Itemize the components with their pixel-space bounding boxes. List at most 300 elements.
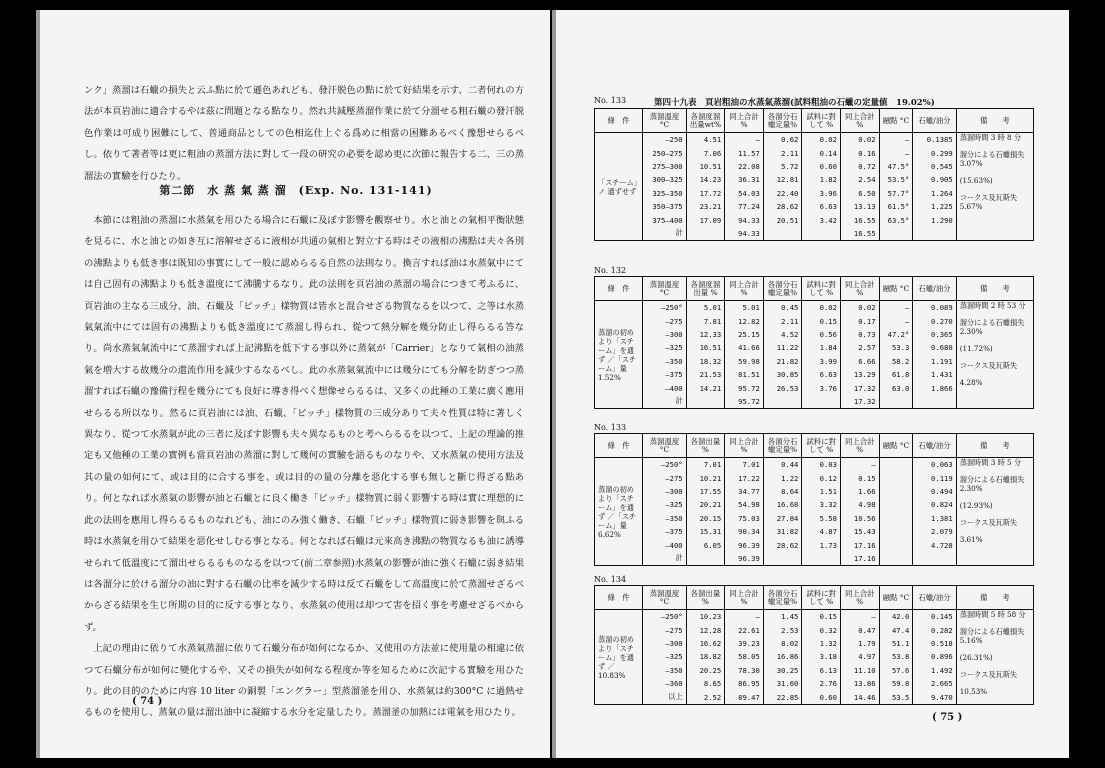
table-cell: —275 [643,314,686,327]
table-cell: 0.089 [913,301,956,315]
remark-line: 蒸溜時間 5 時 58 分 [959,610,1026,619]
table-cell: — [725,610,764,624]
table-cell: 2.11 [763,146,802,159]
data-table [594,433,1034,566]
table-cell: 6.05 [686,538,725,551]
table-cell: 36.31 [725,173,764,186]
table-cell [763,227,802,241]
table-cell: 17.09 [686,213,725,226]
table-cell: 1.191 [913,355,956,368]
table-cell: 3.99 [802,355,841,368]
table-cell: 375—400 [643,213,686,226]
column-header: 石蠟/油分 [913,586,956,610]
intro-paragraph [84,80,524,187]
data-table [594,585,1034,705]
table-cell: 22.08 [725,160,764,173]
table-cell [913,395,956,409]
remarks-cell [956,133,1033,241]
table-cell: 5.72 [763,160,802,173]
table-cell: —300 [643,328,686,341]
table-cell: 0.824 [913,498,956,511]
remark-line: 蒸溜時間 3 時 8 分 [959,133,1022,142]
table-cell: 2.665 [913,677,956,690]
table-cell: 0.494 [913,485,956,498]
column-header: 備 考 [956,109,1033,133]
table-cell: 61.8 [879,368,913,381]
table-cell: 53.3 [879,341,913,354]
table-cell: 23.21 [686,200,725,213]
table-cell: —350 [643,512,686,525]
table-cell: — [840,458,879,472]
table-cell: — [725,133,764,147]
table-no: No. 134 [594,575,627,584]
table-cell: 0.15 [802,610,841,624]
column-header: 試料に對して % [802,109,841,133]
remarks-cell [956,301,1033,409]
table-cell: 0.15 [840,471,879,484]
table-cell [879,552,913,566]
table-cell: 300—325 [643,173,686,186]
table-cell [879,498,913,511]
table-cell: — [840,610,879,624]
table-cell: 0.896 [913,650,956,663]
table-cell: 13.86 [840,677,879,690]
table-cell: 10.23 [686,610,725,624]
table-cell: 4.87 [802,525,841,538]
table-cell [879,471,913,484]
table-cell: 21.82 [763,355,802,368]
table-cell: —250° [643,610,686,624]
table-cell: —300 [643,485,686,498]
table-cell: 1.84 [802,341,841,354]
column-header: 同上合計 % [840,586,879,610]
table-cell: —360 [643,677,686,690]
table-cell: 59.98 [725,355,764,368]
column-header: 條 件 [595,109,643,133]
main-table-no: No. 133 [594,96,627,105]
remark-line: 4.28% [959,378,983,387]
column-header: 同上合計 % [725,277,764,301]
table-cell: 12.82 [725,314,764,327]
table-cell: 0.02 [840,301,879,315]
table-cell: 14.23 [686,173,725,186]
column-header: 融點 °C [879,109,913,133]
table-cell: 7.81 [686,314,725,327]
remark-line: 蒸溜時間 2 時 53 分 [959,301,1026,310]
column-header: 同上合計 % [840,109,879,133]
table-cell: 22.85 [763,691,802,705]
table-cell: 1.73 [802,538,841,551]
condition-cell: 蒸溜の初めより「スチーム」を通ず ／「スチーム」量 6.62% [595,458,643,566]
paragraph-2: 上記の理由に依りて水蒸氣蒸溜に依りて石蠟分布が如何になるか、又使用の方法並に使用量の相違に依つて石蠟分布が如何に變化するや、又その損失が如何なる程度か等を知るために次記する實驗を用ひたり。此の目的のために内容 10 liter の銅製「エングラー」型蒸溜釜を用ひ、水蒸氣は約300°C に過熱せるものを使用し、蒸氣の量は溜出油中に凝縮する水分を定量したり。蒸溜釜の加熱には電氣を用ひたり。 [84,643,524,719]
remark-line: 溜分による石蠟損失 2.30% [959,318,1025,336]
table-cell [686,227,725,241]
table-cell: —250° [643,458,686,472]
table-cell: 8.02 [763,637,802,650]
column-header: 石蠟/油分 [913,434,956,458]
table-cell: 0.545 [913,160,956,173]
column-header: 試料に對して % [802,586,841,610]
table-cell: 0.17 [840,314,879,327]
table-cell: 22.61 [725,623,764,636]
table-cell: 9.470 [913,691,956,705]
remark-line: 蒸溜時間 3 時 5 分 [959,458,1022,467]
table-cell: 4.98 [840,498,879,511]
table-cell [879,525,913,538]
table-cell: 350—375 [643,200,686,213]
table-cell: 77.24 [725,200,764,213]
table-cell: 6.50 [840,187,879,200]
table-cell: 17.72 [686,187,725,200]
table-3 [594,423,1034,566]
table-cell: 0.56 [802,328,841,341]
table-cell: 4.52 [763,328,802,341]
remark-line: 溜分による石蠟損失 3.07% [959,150,1025,168]
column-header: 石蠟/油分 [913,277,956,301]
table-no: No. 132 [594,266,627,275]
table-cell [879,227,913,241]
column-header: 石蠟/油分 [913,109,956,133]
column-header: 各溜分石蠟定量% [763,109,802,133]
table-cell: 6.13 [802,664,841,677]
table-cell: 1.66 [840,485,879,498]
table-cell: 8.64 [763,485,802,498]
table-cell: 0.60 [802,160,841,173]
table-cell: 13.13 [840,200,879,213]
column-header: 各溜分石蠟定量% [763,434,802,458]
remark-line: コークス及瓦斯失 [959,361,1018,370]
table-cell: —350 [643,664,686,677]
table-cell: 51.1 [879,637,913,650]
table-cell: —400 [643,381,686,394]
table-cell: 96.39 [725,552,764,566]
table-cell: 1.381 [913,512,956,525]
table-cell [763,395,802,409]
table-cell: 250—275 [643,146,686,159]
table-cell: 2.11 [763,314,802,327]
table-cell [686,552,725,566]
table-cell: 2.52 [686,691,725,705]
table-cell: 28.62 [763,538,802,551]
column-header: 備 考 [956,277,1033,301]
table-cell: 2.079 [913,525,956,538]
table-cell: 12.81 [763,173,802,186]
table-cell: 90.34 [725,525,764,538]
table-cell: 0.03 [802,458,841,472]
table-cell: 39.23 [725,637,764,650]
table-cell: 0.47 [840,623,879,636]
table-cell: 53.5° [879,173,913,186]
table-cell: 16.86 [763,650,802,663]
table-cell: 1.32 [802,637,841,650]
table-cell: —325 [643,341,686,354]
table-cell: 16.55 [840,213,879,226]
table-cell: — [879,133,913,147]
column-header: 試料に對して % [802,434,841,458]
table-cell: —275 [643,623,686,636]
section-title: 第二節 水 蒸 氣 蒸 溜 (Exp. No. 131-141) [159,184,433,197]
table-cell: 53.8 [879,650,913,663]
table-cell: 94.33 [725,227,764,241]
table-cell: 1.79 [840,637,879,650]
table-cell: 1.225 [913,200,956,213]
table-cell: 16.68 [763,498,802,511]
table-cell: 47.4 [879,623,913,636]
remark-line: 3.61% [959,535,983,544]
table-cell: 17.32 [840,381,879,394]
table-cell: 12.33 [686,328,725,341]
column-header: 各溜分石蠟定量% [763,277,802,301]
table-cell: 95.72 [725,395,764,409]
table-cell [879,538,913,551]
data-table [594,108,1034,241]
table-cell: 1.492 [913,664,956,677]
table-cell: 13.29 [840,368,879,381]
table-cell: 3.96 [802,187,841,200]
table-cell: 61.5° [879,200,913,213]
left-page [36,10,550,758]
table-cell: 12.28 [686,623,725,636]
table-cell: 5.01 [686,301,725,315]
table-cell: —325 [643,498,686,511]
table-cell: 計 [643,227,686,241]
table-cell: 0.73 [840,328,879,341]
remark-line: 溜分による石蠟損失 2.30% [959,475,1025,493]
table-cell: 2.54 [840,173,879,186]
table-cell: 3.42 [802,213,841,226]
page-binding-edge [552,10,556,758]
table-cell: 3.76 [802,381,841,394]
column-header: 融點 °C [879,586,913,610]
table-cell: 17.16 [840,552,879,566]
table-cell [879,485,913,498]
column-header: 各溜出量 % [686,434,725,458]
table-caption: 第四十九表 頁岩粗油の水蒸氣蒸溜(試料粗油の石蠟の定量値 19.02%) [654,98,935,108]
data-table [594,276,1034,409]
table-cell: —350 [643,355,686,368]
table-cell: 0.14 [802,146,841,159]
table-cell: 20.21 [686,498,725,511]
table-cell: 41.66 [725,341,764,354]
table-cell: 20.51 [763,213,802,226]
table-cell: 3.32 [802,498,841,511]
page-number: ( 75 ) [932,712,963,723]
remark-line: (15.63%) [959,176,993,185]
table-no: No. 133 [594,423,627,432]
table-cell: 0.02 [802,133,841,147]
table-cell: 8.65 [686,677,725,690]
table-cell: 58.2 [879,355,913,368]
table-cell: —250° [643,301,686,315]
table-cell: 54.03 [725,187,764,200]
table-cell: 4.97 [840,650,879,663]
table-cell: 16.55 [840,227,879,241]
table-cell: 89.47 [725,691,764,705]
table-cell [686,395,725,409]
table-cell: 25.15 [725,328,764,341]
column-header: 試料に對して % [802,277,841,301]
remark-line: 溜分による石蠟損失 5.16% [959,627,1025,645]
table-cell: 7.01 [686,458,725,472]
table-cell: 2.57 [840,341,879,354]
table-cell: 63.0 [879,381,913,394]
table-cell: 2.76 [802,677,841,690]
column-header: 蒸溜溫度 °C [643,109,686,133]
column-header: 同上合計 % [725,434,764,458]
table-cell: 47.2° [879,328,913,341]
column-header: 同上合計 % [725,109,764,133]
table-cell: 96.39 [725,538,764,551]
table-cell: 1.866 [913,381,956,394]
table-cell: 0.270 [913,314,956,327]
remark-line: (11.72%) [959,344,993,353]
table-cell: 0.282 [913,623,956,636]
column-header: 蒸溜溫度 °C [643,434,686,458]
main-paragraphs [84,210,524,724]
table-cell: 27.84 [763,512,802,525]
table-cell: —375 [643,525,686,538]
table-cell: 0.62 [763,133,802,147]
table-cell: 1.45 [763,610,802,624]
remark-line: コークス及瓦斯失 5.67% [959,193,1018,211]
table-cell: 86.95 [725,677,764,690]
table-cell: 1.290 [913,213,956,226]
table-2 [594,266,1034,409]
table-cell: 57.6 [879,664,913,677]
column-header: 條 件 [595,434,643,458]
table-cell: 17.32 [840,395,879,409]
table-cell: 1.22 [763,471,802,484]
table-cell: 3.18 [802,650,841,663]
remark-line: 10.53% [959,687,988,696]
table-cell: 14.21 [686,381,725,394]
condition-cell: 「スチーム」ノ 通ずせず [595,133,643,241]
table-cell: 17.55 [686,485,725,498]
table-cell: 0.45 [763,301,802,315]
table-cell: —275 [643,471,686,484]
table-cell: — [879,314,913,327]
table-cell: 75.03 [725,512,764,525]
table-cell: 31.60 [763,677,802,690]
page-number: ( 74 ) [132,696,163,707]
table-cell: 0.72 [840,160,879,173]
table-row [595,458,1034,472]
column-header: 條 件 [595,586,643,610]
table-cell: 0.02 [802,301,841,315]
table-cell: 10.51 [686,160,725,173]
table-cell: 0.680 [913,341,956,354]
table-cell: 計 [643,552,686,566]
remark-line: (12.93%) [959,501,993,510]
table-cell [802,227,841,241]
table-cell: 81.51 [725,368,764,381]
table-cell: 6.63 [802,200,841,213]
table-cell: 1.264 [913,187,956,200]
table-cell: 6.66 [840,355,879,368]
table-cell: 0.119 [913,471,956,484]
table-cell: 0.063 [913,458,956,472]
table-cell [879,395,913,409]
table-cell: 0.60 [802,691,841,705]
column-header: 融點 °C [879,434,913,458]
table-cell: 1.51 [802,485,841,498]
table-cell: 15.43 [840,525,879,538]
table-cell: 30.25 [763,664,802,677]
table-cell: 17.22 [725,471,764,484]
table-row [595,133,1034,147]
condition-cell: 蒸溜の初めより「スチーム」を通ず ／「スチーム」量 1.52% [595,301,643,409]
table-cell [802,552,841,566]
table-cell: 42.0 [879,610,913,624]
table-cell: 16.51 [686,341,725,354]
table-cell: 21.53 [686,368,725,381]
table-1 [594,108,1034,241]
table-cell: 0.365 [913,328,956,341]
table-cell: 11.22 [763,341,802,354]
table-cell: —325 [643,650,686,663]
table-cell: 58.05 [725,650,764,663]
remarks-cell [956,458,1033,566]
table-cell: 11.10 [840,664,879,677]
table-cell: 28.62 [763,200,802,213]
table-cell: —400 [643,538,686,551]
table-cell: —300 [643,637,686,650]
table-cell: 95.72 [725,381,764,394]
column-header: 各溜出量 % [686,586,725,610]
column-header: 同上合計 % [840,434,879,458]
table-cell: 22.40 [763,187,802,200]
table-cell: 0.12 [802,471,841,484]
table-4 [594,575,1034,705]
table-cell: 0.299 [913,146,956,159]
table-cell: 94.33 [725,213,764,226]
table-cell: 53.5 [879,691,913,705]
table-cell: 10.21 [686,471,725,484]
column-header: 融點 °C [879,277,913,301]
table-cell: 325—350 [643,187,686,200]
table-cell: 57.7° [879,187,913,200]
column-header: 蒸溜溫度 °C [643,277,686,301]
table-cell: 78.30 [725,664,764,677]
column-header: 備 考 [956,434,1033,458]
table-cell [913,227,956,241]
table-cell: 0.44 [763,458,802,472]
table-cell: 5.58 [802,512,841,525]
table-cell: 4.728 [913,538,956,551]
table-cell: 54.98 [725,498,764,511]
table-cell: 26.53 [763,381,802,394]
remarks-cell [956,610,1033,705]
table-cell: 計 [643,395,686,409]
table-cell: — [879,301,913,315]
table-cell [879,512,913,525]
table-cell: 0.518 [913,637,956,650]
table-cell: 0.1385 [913,133,956,147]
table-cell: 30.85 [763,368,802,381]
table-cell: —375 [643,368,686,381]
table-row [595,301,1034,315]
table-cell: 0.905 [913,173,956,186]
intro-text: ンク」蒸溜は石蠟の損失と云ふ點に於て遜色あれども、發汗脱色の點に於て好結果を示す、二者何れの方法が本頁岩油に適合するやは茲に問題となる點なり。然れ共減壓蒸溜作業に於て分溜せる粗石蠟の發汗脱色作業は可成り困難にして、普通商品としての色相迄仕上ぐる爲めに相當の困難あるべく豫想せらるべし。依りて著者等は更に粗油の蒸溜方法に對して一段の研究の必要を認め更に次節に報告する二、三の蒸溜法の實驗を行ひたり。 [84,85,524,182]
table-cell: 2.53 [763,623,802,636]
table-cell: 11.57 [725,146,764,159]
table-cell: 18.32 [686,355,725,368]
column-header: 蒸溜溫度 °C [643,586,686,610]
column-header: 各溜度溜出量 % [686,277,725,301]
page-binding-edge [36,10,40,758]
column-header: 各溜度溜出量wt% [686,109,725,133]
column-header: 條 件 [595,277,643,301]
